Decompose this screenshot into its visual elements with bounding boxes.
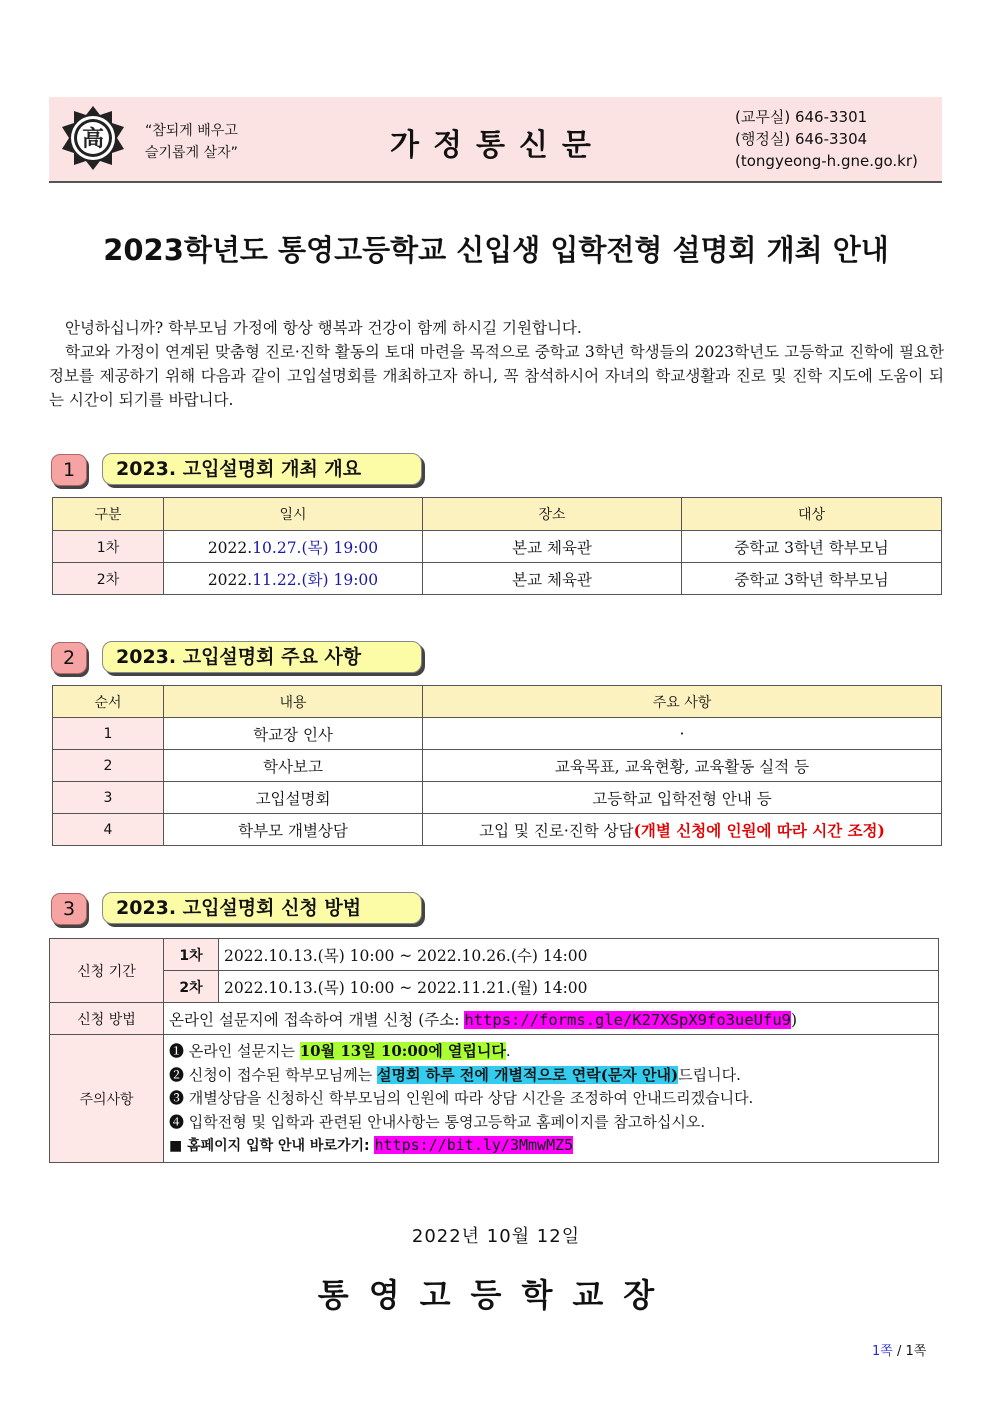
schedule-table — [52, 497, 942, 595]
agenda-table — [52, 685, 942, 846]
order-cell: 4 — [53, 814, 164, 846]
contact-admin: (행정실) 646-3304 — [735, 130, 868, 148]
table-row — [50, 939, 939, 971]
table-row — [50, 1003, 939, 1035]
note-5-text: ■ 홈페이지 입학 안내 바로가기: — [169, 1138, 375, 1155]
motto-line-2: 슬기롭게 살자” — [145, 145, 238, 161]
table-row — [50, 1035, 939, 1163]
content-cell: 학교장 인사 — [164, 718, 423, 750]
table-header: 일시 — [164, 498, 423, 531]
method-close: ) — [791, 1010, 798, 1029]
detail-text: 고등학교 입학전형 안내 등 — [592, 789, 772, 808]
intro-text — [49, 316, 944, 412]
application-table — [49, 938, 939, 1163]
newsletter-title: 가정통신문 — [390, 128, 605, 163]
table-row — [53, 814, 942, 846]
section-3-number: 3 — [51, 893, 87, 925]
table-header: 내용 — [164, 686, 423, 718]
principal-signature: 통영고등학교장 — [317, 1276, 675, 1314]
note-1 — [169, 1040, 938, 1064]
date-prefix: 2022. — [207, 570, 253, 589]
issue-date: 2022년 10월 12일 — [411, 1226, 581, 1247]
period-1: 2022.10.13.(목) 10:00 ~ 2022.10.26.(수) 14:00 — [219, 939, 939, 971]
survey-link[interactable]: https://forms.gle/K27XSpX9fo3ueUfu9 — [464, 1010, 791, 1029]
period-round-2: 2차 — [164, 971, 219, 1003]
order-cell: 1 — [53, 718, 164, 750]
motto-line-1: “참되게 배우고 — [145, 123, 238, 139]
note-1-text: ❶ 온라인 설문지는 — [169, 1042, 300, 1061]
round-cell: 1차 — [53, 531, 164, 563]
period-2: 2022.10.13.(목) 10:00 ~ 2022.11.21.(월) 14:00 — [219, 971, 939, 1003]
table-row — [53, 750, 942, 782]
homepage-link[interactable]: https://bit.ly/3MmwMZ5 — [374, 1136, 574, 1155]
note-4: ❹ 입학전형 및 입학과 관련된 안내사항는 통영고등학교 홈페이지를 참고하십시오. — [169, 1112, 706, 1131]
contact-academic: (교무실) 646-3301 — [735, 108, 868, 126]
page-total: 1쪽 — [905, 1344, 927, 1359]
school-website: (tongyeong-h.gne.go.kr) — [735, 152, 918, 170]
page-separator: / — [892, 1344, 906, 1359]
period-round-1: 1차 — [164, 939, 219, 971]
detail-text: 교육목표, 교육현황, 교육활동 실적 등 — [554, 757, 810, 776]
table-header: 구분 — [53, 498, 164, 531]
content-cell: 고입설명회 — [164, 782, 423, 814]
page-indicator — [872, 1340, 926, 1359]
notes-cell — [164, 1035, 939, 1163]
detail-cell — [423, 750, 942, 782]
contact-info — [735, 106, 918, 172]
note-2-highlight: 설명회 하루 전에 개별적으로 연락(문자 안내) — [376, 1065, 679, 1084]
place-cell: 본교 체육관 — [423, 563, 682, 595]
table-row — [53, 718, 942, 750]
table-header: 대상 — [682, 498, 942, 531]
datetime-cell — [164, 531, 423, 563]
round-cell: 2차 — [53, 563, 164, 595]
note-1-end: . — [505, 1042, 511, 1061]
content-cell: 학사보고 — [164, 750, 423, 782]
period-label: 신청 기간 — [50, 939, 164, 1003]
note-2-text: ❷ 신청이 접수된 학부모님께는 — [169, 1065, 377, 1084]
target-cell: 중학교 3학년 학부모님 — [682, 531, 942, 563]
event-date: 10.27.(목) — [252, 538, 329, 557]
method-cell — [164, 1003, 939, 1035]
section-2-number: 2 — [51, 642, 87, 674]
table-header: 순서 — [53, 686, 164, 718]
table-row — [53, 782, 942, 814]
note-2 — [169, 1064, 938, 1088]
emblem-character: 高 — [81, 127, 105, 152]
order-cell: 3 — [53, 782, 164, 814]
notes-label: 주의사항 — [50, 1035, 164, 1163]
target-cell: 중학교 3학년 학부모님 — [682, 563, 942, 595]
table-row — [50, 971, 939, 1003]
datetime-cell — [164, 563, 423, 595]
place-cell: 본교 체육관 — [423, 531, 682, 563]
event-time: 19:00 — [328, 570, 379, 589]
table-row — [53, 563, 942, 595]
detail-text: 고입 및 진로·진학 상담 — [479, 821, 634, 840]
note-3: ❸ 개별상담을 신청하신 학부모님의 인원에 따라 상담 시간을 조정하여 안내드리겠습니다. — [169, 1089, 754, 1108]
table-row — [53, 531, 942, 563]
intro-paragraph-2: 학교와 가정이 연계된 맞춤형 진로·진학 활동의 토대 마련을 목적으로 중학교 3학년 학생들의 2023학년도 고등학교 진학에 필요한 정보를 제공하기 위해 다음과 같이 고입설명회를 개최하고자 하니, 꼭 참석하시어 자녀의 학교생활과 진로 및 진학 지도에 도움이 되는 시간이 되기를 바랍니다. — [49, 343, 944, 409]
method-text: 온라인 설문지에 접속하여 개별 신청 (주소: — [169, 1010, 465, 1029]
section-1-title: 2023. 고입설명회 개최 개요 — [102, 453, 422, 485]
section-1-number: 1 — [51, 454, 87, 486]
date-prefix: 2022. — [207, 538, 253, 557]
school-motto — [145, 120, 238, 164]
event-date: 11.22.(화) — [252, 570, 329, 589]
detail-cell — [423, 814, 942, 846]
table-header: 장소 — [423, 498, 682, 531]
note-2-end: 드립니다. — [678, 1065, 741, 1084]
note-5 — [169, 1134, 938, 1159]
school-emblem-icon — [60, 105, 126, 171]
section-2-title: 2023. 고입설명회 주요 사항 — [102, 641, 422, 673]
page-title: 2023학년도 통영고등학교 신입생 입학전형 설명회 개최 안내 — [103, 233, 889, 267]
content-cell: 학부모 개별상담 — [164, 814, 423, 846]
note-1-highlight: 10월 13일 10:00에 열립니다 — [299, 1042, 506, 1061]
detail-cell — [423, 782, 942, 814]
method-label: 신청 방법 — [50, 1003, 164, 1035]
detail-text: · — [679, 724, 685, 743]
event-time: 19:00 — [328, 538, 379, 557]
detail-warning: (개별 신청에 인원에 따라 시간 조정) — [633, 820, 885, 840]
table-header: 주요 사항 — [423, 686, 942, 718]
detail-cell — [423, 718, 942, 750]
order-cell: 2 — [53, 750, 164, 782]
intro-paragraph-1: 안녕하십니까? 학부모님 가정에 항상 행복과 건강이 함께 하시길 기원합니다. — [65, 319, 582, 337]
page-current: 1쪽 — [872, 1344, 893, 1359]
section-3-title: 2023. 고입설명회 신청 방법 — [102, 892, 422, 924]
